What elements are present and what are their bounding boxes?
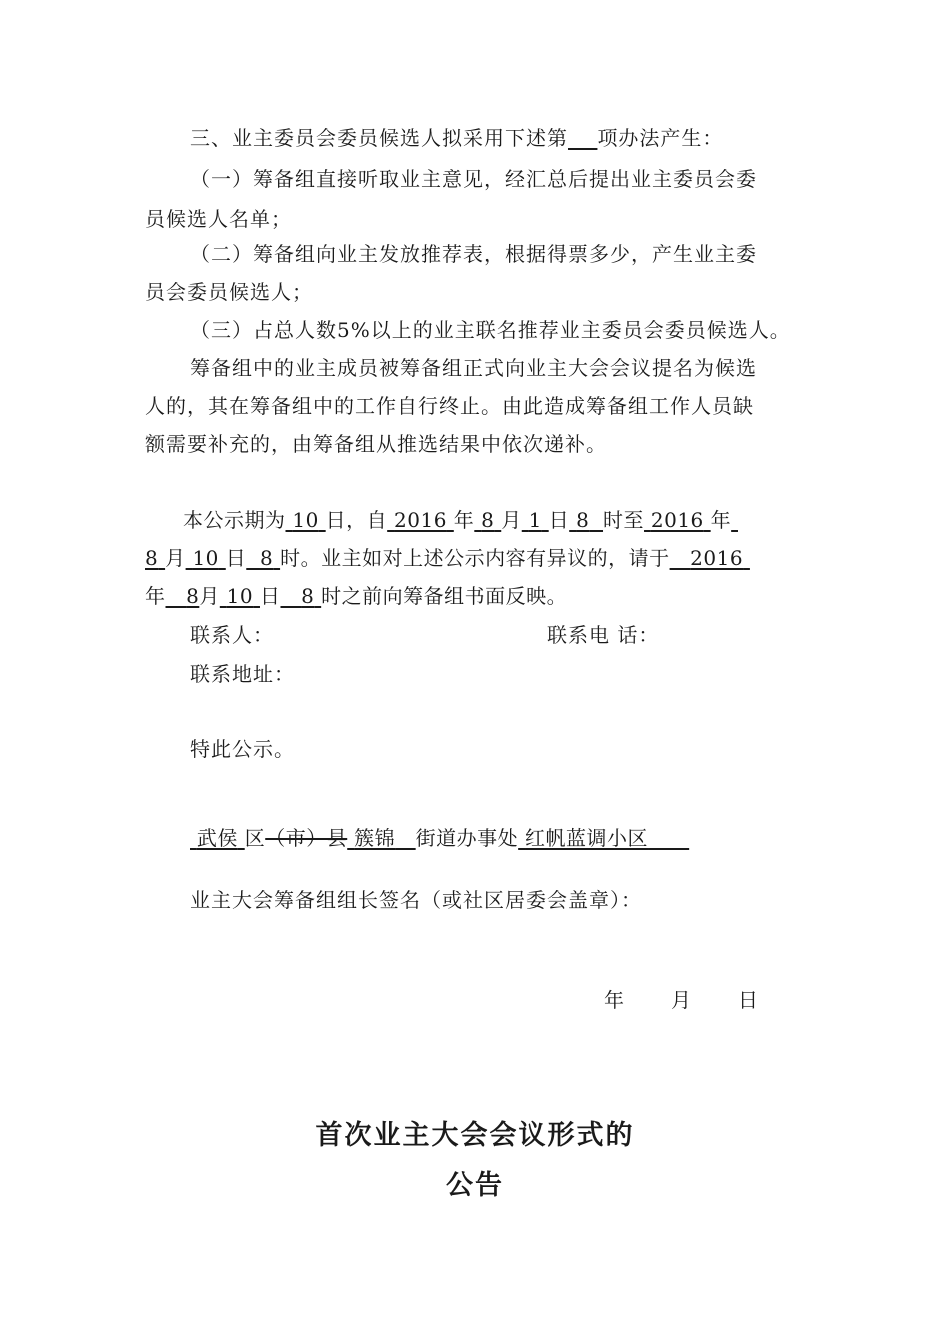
option-2-line-1: （二）筹备组向业主发放推荐表，根据得票多少，产生业主委 bbox=[190, 242, 757, 266]
community-name: 红帆蓝调小区 bbox=[525, 826, 649, 850]
deadline-text: 时之前向筹备组书面反映。 bbox=[321, 584, 568, 608]
notice-line-1 bbox=[183, 506, 738, 534]
contact-address-label: 联系地址： bbox=[190, 662, 295, 686]
notice-line-2 bbox=[145, 544, 750, 572]
option-1-line-2: 员候选人名单； bbox=[145, 207, 292, 231]
end-year-label: 年 bbox=[710, 508, 732, 532]
street-name: 簇锦 bbox=[354, 826, 396, 850]
notice-to-label: 时至 bbox=[603, 508, 645, 532]
note-line-2: 人的，其在筹备组中的工作自行终止。由此造成筹备组工作人员缺 bbox=[145, 394, 754, 418]
signature-label: 业主大会筹备组组长签名（或社区居委会盖章）： bbox=[190, 888, 642, 912]
date-day-label: 日 bbox=[738, 988, 759, 1012]
deadline-month: 8 bbox=[186, 584, 200, 608]
option-3: （三）占总人数5%以上的业主联名推荐业主委员会委员候选人。 bbox=[190, 318, 791, 342]
closing-text: 特此公示。 bbox=[190, 737, 295, 761]
date-year-label: 年 bbox=[604, 988, 625, 1012]
end-day-label: 日 bbox=[225, 546, 247, 570]
date-month-label: 月 bbox=[671, 988, 692, 1012]
deadline-year-label: 年 bbox=[145, 584, 166, 608]
notice-days: 10 bbox=[292, 508, 319, 532]
end-day: 10 bbox=[192, 546, 219, 570]
end-month: 8 bbox=[145, 546, 159, 570]
method-number-blank bbox=[568, 126, 597, 150]
deadline-month-label: 月 bbox=[199, 584, 220, 608]
start-day-label: 日 bbox=[548, 508, 570, 532]
option-2-line-2: 员会委员候选人； bbox=[145, 280, 313, 304]
contact-phone-label: 联系电 话： bbox=[547, 623, 660, 647]
start-hour: 8 bbox=[576, 508, 590, 532]
section3-intro bbox=[190, 124, 723, 152]
notice-period-label: 本公示期为 bbox=[183, 508, 286, 532]
district-label: 区 bbox=[244, 826, 266, 850]
start-month-label: 月 bbox=[501, 508, 522, 532]
end-hour: 8 bbox=[259, 546, 274, 570]
note-line-1: 筹备组中的业主成员被筹备组正式向业主大会会议提名为候选 bbox=[190, 356, 757, 380]
end-month-label: 月 bbox=[165, 546, 186, 570]
start-day: 1 bbox=[528, 508, 542, 532]
section3-intro-before: 三、业主委员会委员候选人拟采用下述第 bbox=[190, 126, 568, 150]
location-line bbox=[190, 824, 689, 852]
notice-from-label: 日，自 bbox=[325, 508, 388, 532]
start-year: 2016 bbox=[394, 508, 447, 532]
end-year: 2016 bbox=[650, 508, 704, 532]
section3-intro-after: 项办法产生： bbox=[597, 126, 724, 150]
end-year-trailing-blank bbox=[731, 508, 738, 532]
notice-line-3 bbox=[145, 582, 567, 610]
option-1-line-1: （一）筹备组直接听取业主意见，经汇总后提出业主委员会委 bbox=[190, 167, 757, 191]
deadline-day: 10 bbox=[226, 584, 254, 608]
district-name: 武侯 bbox=[196, 826, 238, 850]
start-year-label: 年 bbox=[453, 508, 475, 532]
street-label: 街道办事处 bbox=[415, 826, 519, 850]
contact-person-label: 联系人： bbox=[190, 623, 274, 647]
objection-text: 时。业主如对上述公示内容有异议的，请于 bbox=[280, 546, 670, 570]
deadline-hour: 8 bbox=[301, 584, 315, 608]
deadline-day-label: 日 bbox=[259, 584, 281, 608]
deadline-year: 2016 bbox=[690, 546, 744, 570]
next-title-line-2: 公告 bbox=[446, 1170, 504, 1201]
note-line-3: 额需要补充的，由筹备组从推选结果中依次递补。 bbox=[145, 432, 607, 456]
next-title-line-1: 首次业主大会会议形式的 bbox=[315, 1120, 635, 1151]
city-county-struck: （市）县 bbox=[265, 826, 348, 850]
start-month: 8 bbox=[481, 508, 495, 532]
